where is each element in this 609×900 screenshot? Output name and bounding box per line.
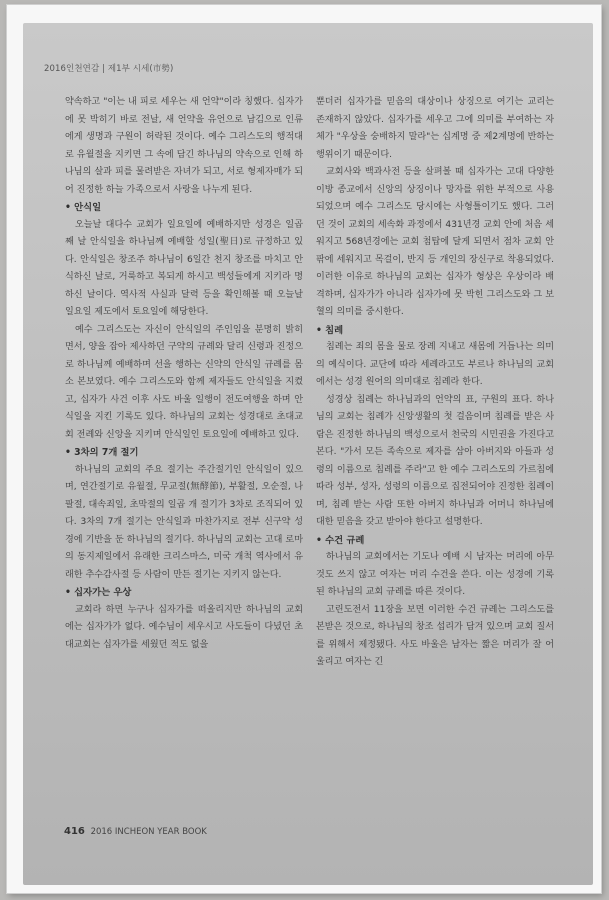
section-heading-baptism: • 침례 [316, 324, 344, 336]
paragraph: 하나님의 교회의 주요 절기는 주간절기인 안식일이 있으며, 연간절기로 유월절, 무교절(無酵節), 부활절, 오순절, 나팔절, 대속죄일, 초막절의 일곱 개 절기가 3차로 조직되어 있다. 3차의 7개 절기는 안식일과 마찬가지로 전부 신구약 성경에 기반을 둔 하나님의 절기다. 하나님의 교회는 고대 로마의 동지제일에서 유래한 크리스마스, 미국 개척 역사에서 유래한 추수감사절 등 사람이 만든 절기는 지키지 않는다. [65, 464, 303, 580]
paragraph: 오늘날 대다수 교회가 일요일에 예배하지만 성경은 일곱째 날 안식일을 하나님께 예배할 성일(聖日)로 규정하고 있다. 안식일은 창조주 하나님이 6일간 천지 창조를 마치고 안식하신 날로, 거룩하고 복되게 하시고 백성들에게 지키라 명하신 날이다. 역사적 사실과 달력 등을 확인해볼 때 오늘날 일요일 제도에서 토요일에 해당한다. [65, 219, 303, 317]
paragraph: 성경상 침례는 하나님과의 언약의 표, 구원의 표다. 하나님의 교회는 침례가 신앙생활의 첫 걸음이며 침례를 받은 사람은 진정한 하나님의 백성으로서 천국의 시민권을 가진다고 본다. "가서 모든 족속으로 제자를 삼아 아버지와 아들과 성령의 이름으로 침례를 주라"고 한 예수 그리스도의 가르침에 따라 성부, 성자, 성령의 이름으로 집전되어야 진정한 침례이며, 침례 받는 사람 또한 아버지 하나님과 어머니 하나님에 대한 믿음을 갖고 받아야 한다고 설명한다. [316, 394, 554, 527]
right-column [316, 94, 554, 672]
paragraph: 하나님의 교회에서는 기도나 예배 시 남자는 머리에 아무것도 쓰지 않고 여자는 머리 수건을 쓴다. 이는 성경에 기록된 하나님의 교회 규례를 따른 것이다. [316, 552, 554, 597]
paragraph: 약속하고 "이는 내 피로 세우는 새 언약"이라 칭했다. 십자가에 못 박히기 바로 전날, 새 언약을 유언으로 남김으로 인류에게 생명과 구원이 허락된 것이다. 예수 그리스도의 행적대로 유월절을 지키면 그 속에 담긴 하나님의 약속으로 인해 하나님의 살과 피를 물려받은 자녀가 되고, 서로 형제자매가 되어 진정한 하늘 가족으로서 사랑을 나누게 된다. [65, 97, 303, 195]
page-number: 416 [64, 826, 85, 837]
section-heading-cross: • 십자가는 우상 [65, 587, 132, 598]
paragraph: 예수 그리스도는 자신이 안식일의 주인임을 분명히 밝히면서, 양을 잡아 제사하던 구약의 규례와 달리 신령과 진정으로 하나님께 예배하며 선을 행하는 신약의 안식일 규례를 몸소 본보였다. 예수 그리스도와 함께 제자들도 안식일을 지켰고, 십자가 사건 이후 사도 바울 일행이 전도여행을 하며 안식일을 지킨 기록도 있다. 하나님의 교회는 성경대로 초대교회 전례와 신앙을 지키며 안식일인 토요일에 예배하고 있다. [65, 324, 303, 440]
paragraph: 침례는 죄의 몸을 물로 장례 지내고 새몸에 거듭나는 의미의 예식이다. 교단에 따라 세례라고도 부르나 하나님의 교회에서는 성경 원어의 의미대로 침례라 한다. [316, 342, 554, 387]
paragraph: 고린도전서 11장을 보면 이러한 수건 규례는 그리스도를 본받은 것으로, 하나님의 창조 섭리가 담겨 있으며 교회 질서를 위해서 제정됐다. 사도 바울은 남자는 짧은 머리가 잘 어울리고 여자는 긴 [316, 604, 554, 667]
paragraph: 교회라 하면 누구나 십자가를 떠올리지만 하나님의 교회에는 십자가가 없다. 예수님이 세우시고 사도들이 다녔던 초대교회는 십자가를 세웠던 적도 없을 [65, 604, 303, 650]
paragraph: 교회사와 백과사전 등을 살펴볼 때 십자가는 고대 다양한 이방 종교에서 신앙의 상징이나 망자를 위한 부적으로 사용되었으며 예수 그리스도 당시에는 사형틀이기도 했다. 그러던 것이 교회의 세속화 과정에서 431년경 교회 안에 처음 세워지고 568년경에는 교회 첨탑에 달게 되면서 점차 교회 안팎에 세워지고 목걸이, 반지 등 개인의 장신구로 착용되었다. 이러한 이유로 하나님의 교회는 십자가 형상은 우상이라 배격하며, 십자가가 아니라 십자가에 못 박힌 그리스도와 그 보혈의 의미를 중시한다. [316, 167, 554, 317]
section-heading-feasts: • 3차의 7개 절기 [65, 447, 139, 458]
section-heading-veil: • 수건 규례 [316, 534, 365, 546]
book-title: 2016 INCHEON YEAR BOOK [90, 827, 207, 837]
page-footer [64, 826, 207, 837]
running-header: 2016인천연감 | 제1부 시세(市勢) [44, 64, 174, 74]
left-column [65, 94, 303, 654]
paragraph: 뿐더러 십자가를 믿음의 대상이나 상징으로 여기는 교리는 존재하지 않았다. 십자가를 세우고 그에 의미를 부여하는 자체가 "우상을 숭배하지 말라"는 십계명 중 제2계명에 반하는 행위이기 때문이다. [316, 97, 554, 160]
section-heading-sabbath: • 안식일 [65, 202, 102, 213]
